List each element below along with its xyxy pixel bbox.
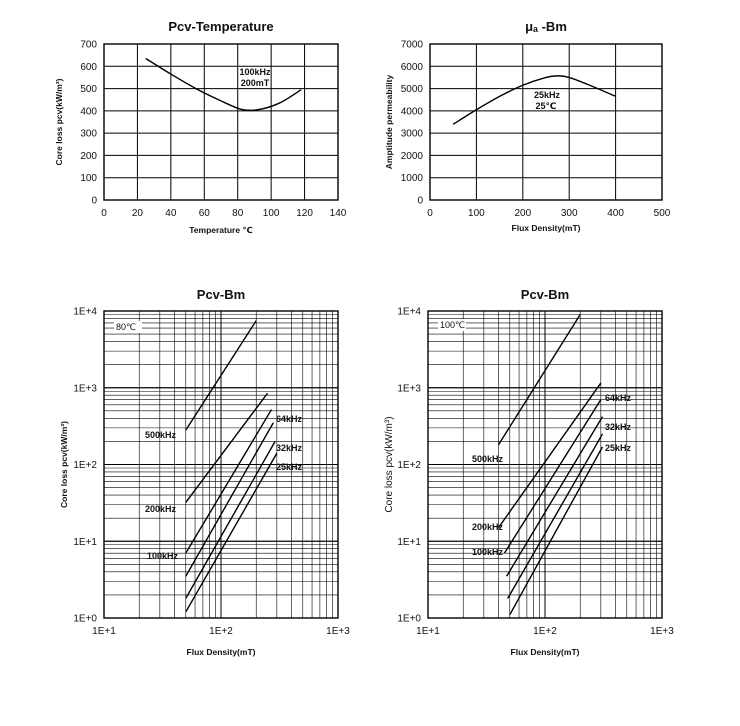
y-tick-label: 2000 [400,150,423,162]
y-tick-label: 1E+4 [397,306,421,318]
x-tick-label: 140 [329,208,347,219]
x-tick-label: 1E+2 [533,626,557,637]
y-axis-label: Amptitude permeability [384,74,394,170]
y-tick-label: 600 [80,61,97,73]
x-axis-label: Flux Density(mT) [186,647,256,657]
x-tick-label: 1E+2 [209,626,233,637]
plot-frame [104,44,338,200]
y-axis-label: Core loss pcv(kW/m³) [59,421,69,508]
x-tick-label: 0 [101,208,107,219]
x-tick-label: 80 [232,208,244,219]
x-axis-label: Flux Density(mT) [511,223,581,233]
chart-permeability-bm [384,19,671,233]
x-tick-label: 300 [560,208,578,219]
series-label: 32kHz [276,443,303,453]
y-tick-label: 1E+1 [73,536,97,548]
chart-pcv-bm-100c [384,287,674,657]
x-tick-label: 40 [165,208,177,219]
series-line-curve [453,76,615,124]
corner-label: 80℃ [116,322,137,332]
x-tick-label: 100 [468,208,485,219]
y-tick-label: 1E+4 [73,306,97,318]
x-tick-label: 1E+3 [650,626,674,637]
x-tick-label: 20 [131,208,143,219]
y-tick-label: 500 [80,84,97,96]
y-tick-label: 1000 [400,173,423,185]
annotation-text: 200mT [240,78,270,88]
series-line-200kHz [186,393,268,502]
y-axis-label: Core loss pcv(kW/m³) [54,78,64,166]
y-tick-label: 1E+3 [397,383,421,395]
x-tick-label: 120 [296,208,313,219]
series-label: 100kHz [147,551,179,561]
chart-title: μₐ -Bm [525,19,567,34]
y-tick-label: 5000 [400,84,423,96]
y-tick-label: 4000 [400,106,423,118]
x-tick-label: 400 [607,208,624,219]
y-tick-label: 0 [91,195,97,207]
x-tick-label: 1E+1 [92,626,116,637]
x-tick-label: 100 [262,208,280,219]
chart-title: Pcv-Bm [196,287,246,302]
x-tick-label: 1E+1 [416,626,440,637]
y-tick-label: 1E+0 [397,613,421,625]
series-line-32kHz [508,434,603,598]
y-tick-label: 7000 [400,39,423,51]
x-tick-label: 1E+3 [326,626,350,637]
y-tick-label: 1E+0 [73,613,97,625]
x-tick-label: 60 [198,208,210,219]
y-tick-label: 100 [80,173,97,185]
x-axis-label: Flux Density(mT) [510,647,580,657]
x-tick-label: 500 [653,208,671,219]
y-tick-label: 1E+2 [397,460,421,471]
plot-frame [430,44,662,200]
annotation-text: 25℃ [535,101,557,111]
chart-pcv-temperature [54,19,347,235]
series-label: 25kHz [605,443,632,453]
y-tick-label: 6000 [400,61,423,73]
corner-label: 100℃ [440,320,466,330]
y-tick-label: 400 [80,106,97,118]
series-label: 200kHz [472,522,504,532]
series-label: 100kHz [472,547,504,557]
series-label: 32kHz [605,422,632,432]
series-label: 25kHz [276,462,303,472]
x-tick-label: 200 [514,208,532,219]
y-tick-label: 700 [80,39,97,51]
series-label: 64kHz [605,393,632,403]
y-tick-label: 1E+2 [73,460,97,471]
y-tick-label: 3000 [400,128,423,140]
y-tick-label: 200 [80,150,97,162]
chart-title: Pcv-Bm [520,287,570,302]
chart-pcv-bm-80c [59,287,350,657]
series-label: 64kHz [276,414,303,424]
x-tick-label: 0 [427,208,433,219]
y-tick-label: 1E+3 [73,383,97,395]
y-axis-label: Core loss pcv(kW/m³) [384,416,395,513]
chart-title: Pcv-Temperature [168,19,274,34]
x-axis-label: Temperature ℃ [189,225,253,235]
series-label: 500kHz [145,430,177,440]
series-label: 500kHz [472,454,504,464]
y-tick-label: 1E+1 [397,536,421,548]
annotation-text: 25kHz [533,90,561,100]
y-tick-label: 300 [80,128,97,140]
y-tick-label: 0 [417,195,423,207]
annotation-text: 100kHz [239,67,271,77]
series-label: 200kHz [145,504,177,514]
